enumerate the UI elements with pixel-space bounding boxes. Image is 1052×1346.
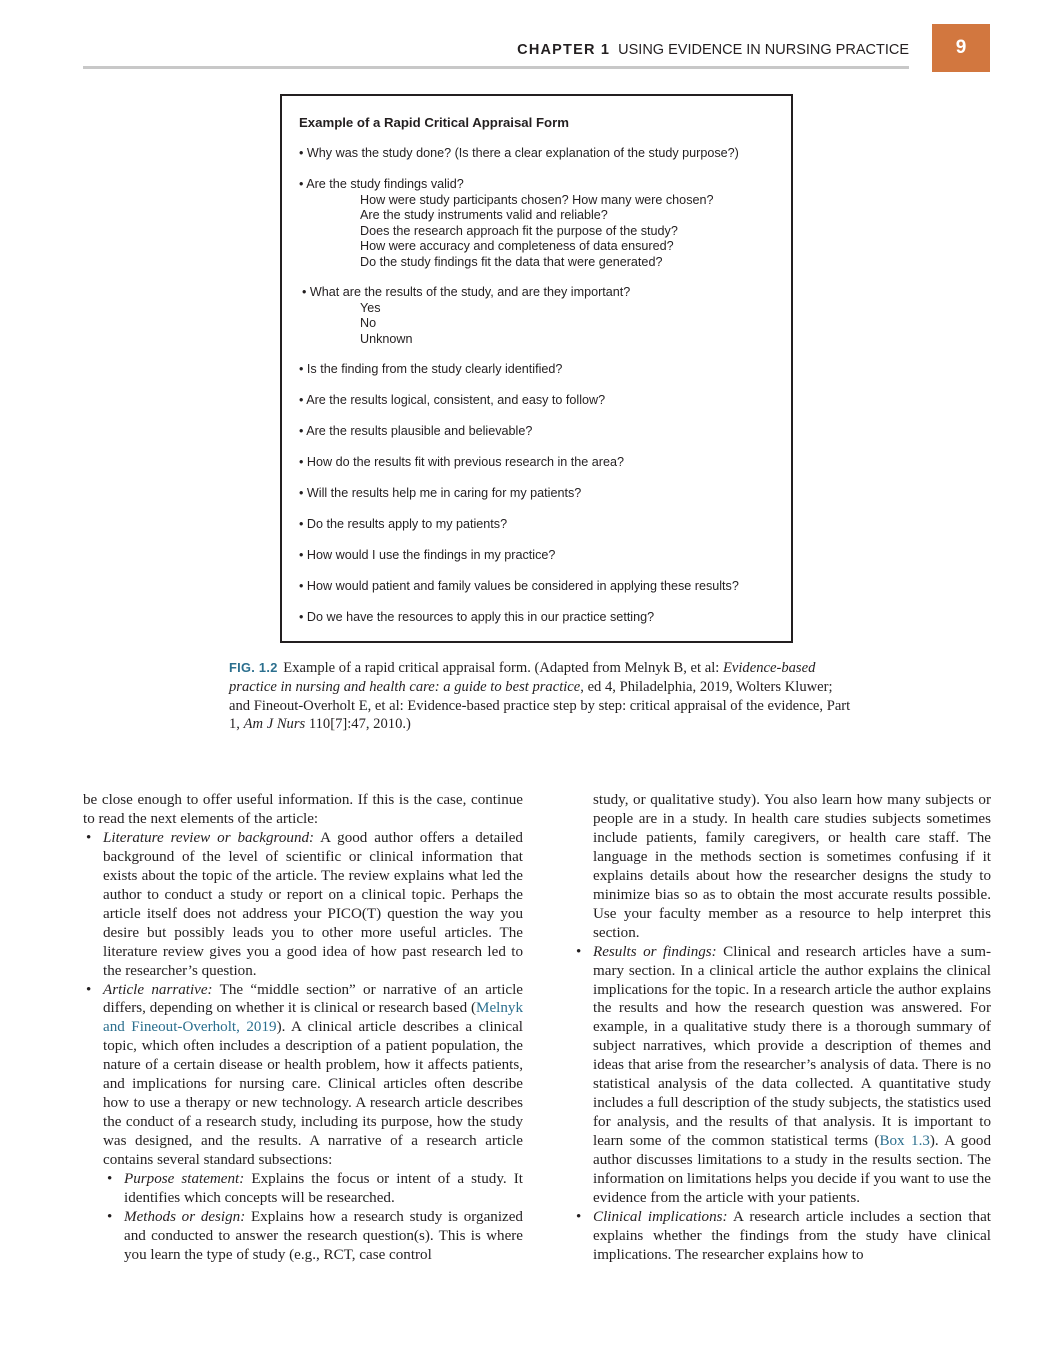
list-item-text: Explains how a research study is organized and conducted to answer the research question(s). This is where you learn the type of study (e.g., RCT, case control xyxy=(124,1208,523,1263)
term: Literature review or background: xyxy=(103,829,315,846)
list-item-results xyxy=(573,943,991,1208)
term: Article narrative: xyxy=(103,981,213,998)
form-question: • What are the results of the study, and are they important? xyxy=(302,285,631,299)
form-question: • How would patient and family values be considered in applying these results? xyxy=(299,579,739,593)
form-question: • Is the finding from the study clearly identified? xyxy=(299,362,563,376)
form-subquestion: Does the research approach fit the purpose of the study? xyxy=(360,223,678,238)
list-item-text: Explains the focus or intent of a study. It identifies which concepts will be researched. xyxy=(124,1171,523,1207)
left-column xyxy=(83,791,523,1265)
right-column xyxy=(573,791,991,1265)
caption-text: 110[7]:47, 2010.) xyxy=(305,716,411,733)
term: Purpose statement: xyxy=(124,1171,245,1188)
running-header xyxy=(83,38,909,69)
form-question: • Are the study findings valid? xyxy=(299,177,464,191)
appraisal-form-figure xyxy=(280,94,793,643)
form-option: Unknown xyxy=(360,331,413,346)
figure-caption xyxy=(229,659,853,734)
form-question: • Do the results apply to my patients? xyxy=(299,517,508,531)
paragraph: be close enough to offer useful information. If this is the case, continue to read the next elements of the article: xyxy=(83,792,523,827)
citation-link[interactable]: Melnyk and Fineout-Overholt, 2019 xyxy=(103,1000,523,1036)
term: Methods or design: xyxy=(124,1208,246,1225)
sublist-item-methods xyxy=(83,1208,523,1265)
list-item-text: Clinical and research articles have a summary section. In a clinical article the author explains the clinical implications for the topic. In a research article the author explains the results and how the research question was answered. For example, in a qualitative study there is a thorough summary of subject narratives, which provide a description of themes and ideas that arise from the researcher’s analysis of data. There is no statistical analysis of the data collected. A quantitative study includes a full description of the study subjects, the statistics used for analysis, and the results of that analysis. It is important to learn some of the common statistical terms ( xyxy=(593,943,991,1150)
form-title: Example of a Rapid Critical Appraisal Form xyxy=(299,115,569,130)
form-question: • Will the results help me in caring for my patients? xyxy=(299,486,582,500)
list-item-literature-review xyxy=(83,829,523,981)
chapter-title: USING EVIDENCE IN NURSING PRACTICE xyxy=(618,42,909,58)
caption-text: , ed 4, Philadelphia, 2019, Wolters Kluwer; and Fineout-Overholt E, et al: Evidence-based practice step by step: critical appraisal of the evidence, Part 1, xyxy=(229,678,851,733)
form-question: • Are the results plausible and believable? xyxy=(299,424,533,438)
list-item-text: ). A good author discusses limitations to a study in the results section. The information on limitations helps you decide if you want to use the evidence from the article with your patients. xyxy=(593,1133,991,1207)
form-subquestion: Do the study findings fit the data that were generated? xyxy=(360,254,663,269)
form-option: Yes xyxy=(360,300,381,315)
box-reference-link[interactable]: Box 1.3 xyxy=(879,1133,930,1150)
sublist-item-purpose xyxy=(83,1170,523,1208)
term: Results or findings: xyxy=(593,943,717,960)
list-item-text: A research article includes a section that explains whether the findings from the study have clinical implications. The researcher explains how to xyxy=(593,1208,991,1263)
caption-text: Example of a rapid critical appraisal form. (Adapted from Melnyk B, et al: xyxy=(279,660,723,676)
form-subquestion: How were study participants chosen? How many were chosen? xyxy=(360,192,714,207)
form-question: • How would I use the findings in my practice? xyxy=(299,548,556,562)
list-item-text: A good author offers a detailed background of the level of scientific or clinical information that exists about the topic of the article. The review explains what led the author to conduct a study or report on a clinical topic. Perhaps the article itself does not address your PICO(T) question the way you desire but possibly leads you to other more useful articles. The literature review gives you a good idea of how past research led to the researcher’s question. xyxy=(103,829,523,979)
paragraph-continuation: study, or qualitative study). You also learn how many subjects or people are in a study. In health care studies subjects sometimes include patients, family caregivers, or health care staff. The language in the methods section is sometimes confusing if it explains details about how the researcher designs the study to minimize bias so as to obtain the most accurate results possible. Use your faculty member as a resource to help interpret this section. xyxy=(593,792,991,941)
running-header-text xyxy=(517,42,909,58)
list-item-text: ). A clinical article describes a clinical topic, which often includes a description of a patient population, the nature of a certain disease or health problem, how it affects patients, and implications for nursing care. Clinical articles often describe how to use a therapy or new technology. A research article describes the conduct of a research study, including its purpose, how the study was designed, and the results. A narrative of a research article contains several standard subsections: xyxy=(103,1019,523,1169)
form-option: No xyxy=(360,316,377,330)
chapter-label: CHAPTER 1 xyxy=(517,42,611,58)
form-subquestion: How were accuracy and completeness of data ensured? xyxy=(360,239,674,253)
list-item-article-narrative xyxy=(83,981,523,1171)
form-question: • Are the results logical, consistent, and easy to follow? xyxy=(299,393,606,407)
list-item-clinical-implications xyxy=(573,1208,991,1265)
form-question: • How do the results fit with previous research in the area? xyxy=(299,455,625,469)
list-item-text: The “middle section” or narrative of an article differs, depending on whether it is clinical or research based ( xyxy=(103,981,523,1017)
caption-journal-name: Am J Nurs xyxy=(243,716,306,733)
form-subquestion: Are the study instruments valid and reliable? xyxy=(360,208,608,222)
form-question: • Why was the study done? (Is there a clear explanation of the study purpose?) xyxy=(299,146,739,160)
form-question: • Do we have the resources to apply this in our practice setting? xyxy=(299,610,655,624)
page-number: 9 xyxy=(932,24,990,72)
term: Clinical implications: xyxy=(593,1208,728,1225)
caption-book-title: Evidence-based practice in nursing and health care: a guide to best practice xyxy=(229,660,816,695)
figure-label: FIG. 1.2 xyxy=(229,660,278,675)
